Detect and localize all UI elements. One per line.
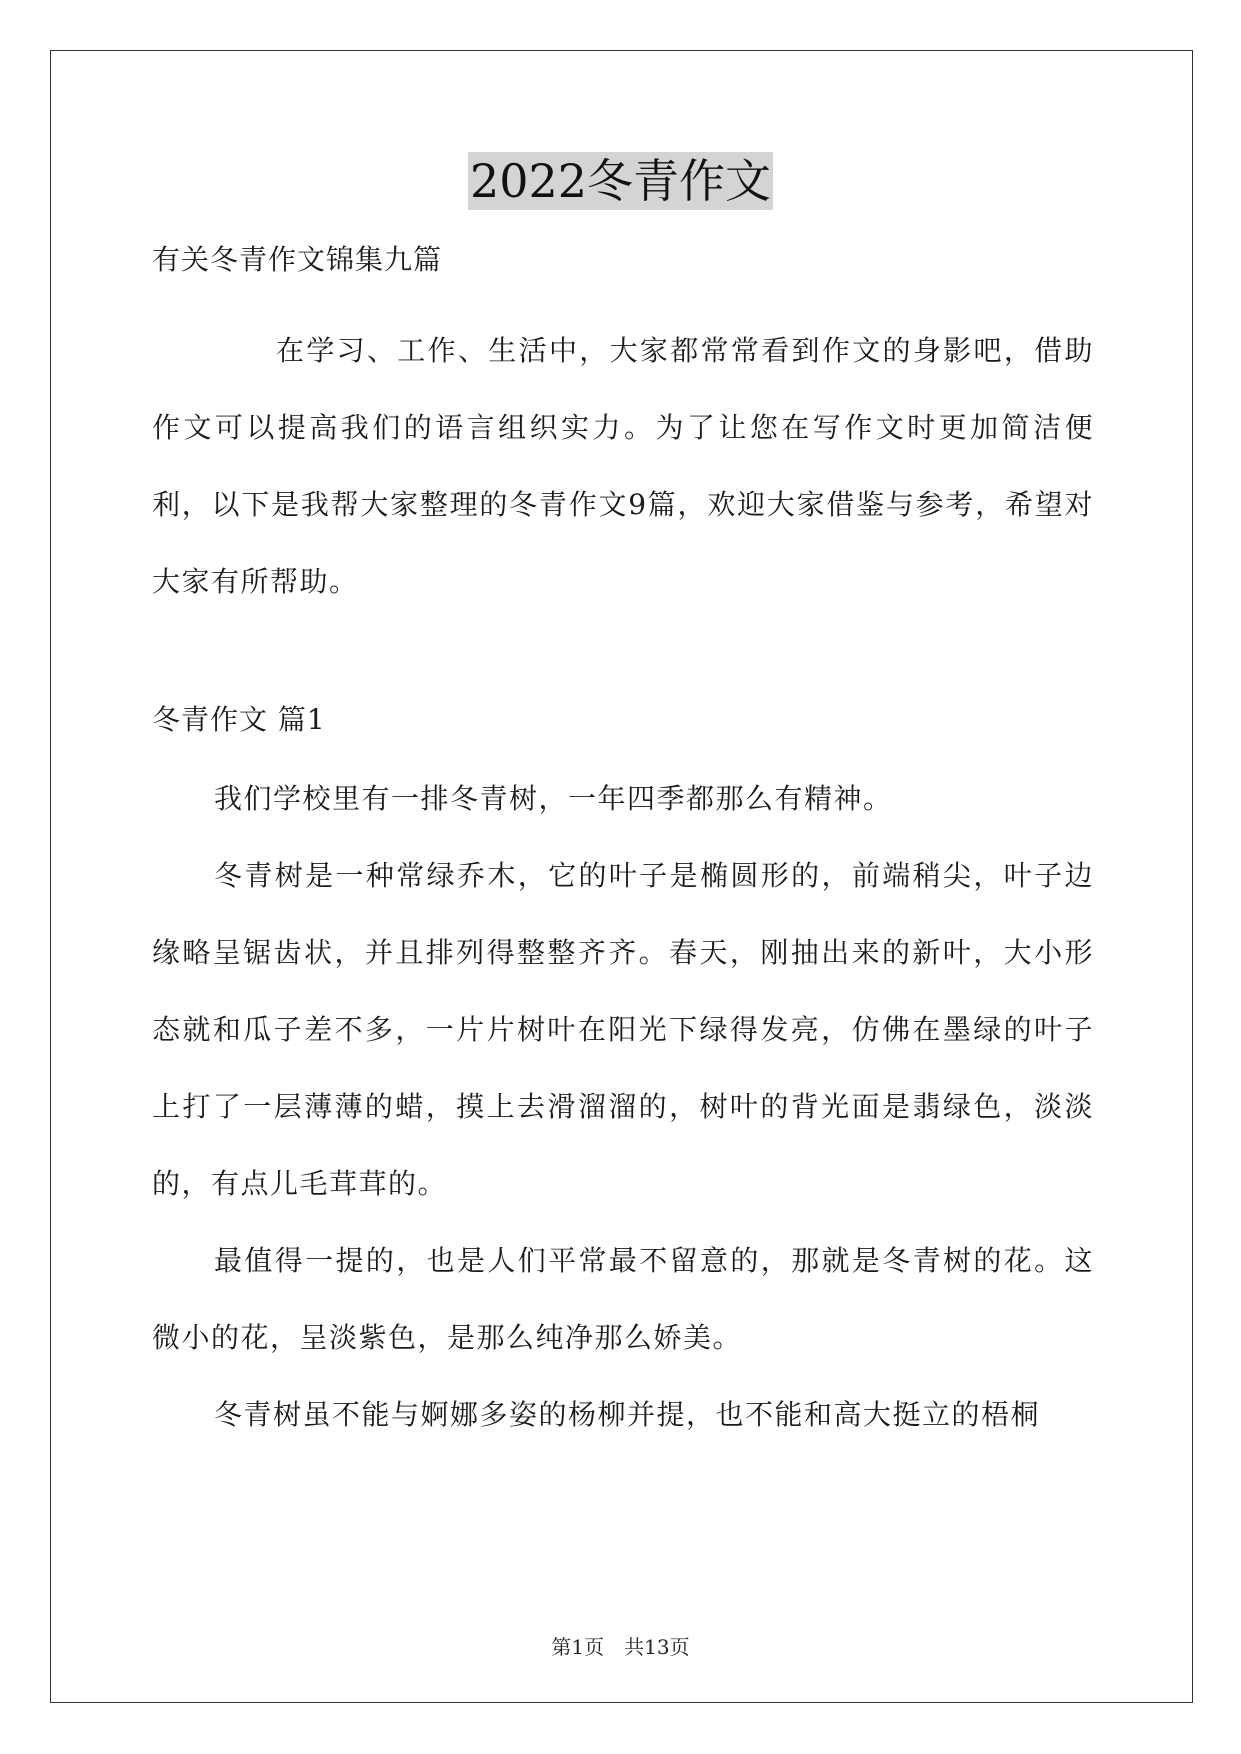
title-container	[0, 152, 1241, 210]
body-paragraph-2: 冬青树是一种常绿乔木，它的叶子是椭圆形的，前端稍尖，叶子边缘略呈锯齿状，并且排列得整整齐齐。春天，刚抽出来的新叶，大小形态就和瓜子差不多，一片片树叶在阳光下绿得发亮，仿佛在墨绿的叶子上打了一层薄薄的蜡，摸上去滑溜溜的，树叶的背光面是翡绿色，淡淡的，有点儿毛茸茸的。	[152, 859, 1094, 1200]
page-footer	[0, 1633, 1241, 1661]
document-title: 2022冬青作文	[469, 154, 772, 208]
page-total: 共13页	[624, 1635, 690, 1659]
section-heading: 冬青作文 篇1	[152, 703, 326, 736]
body-paragraph-4: 冬青树虽不能与婀娜多姿的杨柳并提，也不能和高大挺立的梧桐	[214, 1398, 1041, 1431]
page-number: 第1页	[551, 1635, 605, 1659]
document-body	[152, 238, 1094, 1453]
body-paragraph-3: 最值得一提的，也是人们平常最不留意的，那就是冬青树的花。这微小的花，呈淡紫色，是那么纯净那么娇美。	[152, 1244, 1094, 1354]
intro-paragraph: 在学习、工作、生活中，大家都常常看到作文的身影吧，借助作文可以提高我们的语言组织实力。为了让您在写作文时更加简洁便利，以下是我帮大家整理的冬青作文9篇，欢迎大家借鉴与参考，希望对大家有所帮助。	[152, 334, 1094, 598]
document-subtitle: 有关冬青作文锦集九篇	[152, 243, 443, 276]
body-paragraph-1: 我们学校里有一排冬青树，一年四季都那么有精神。	[214, 782, 893, 815]
